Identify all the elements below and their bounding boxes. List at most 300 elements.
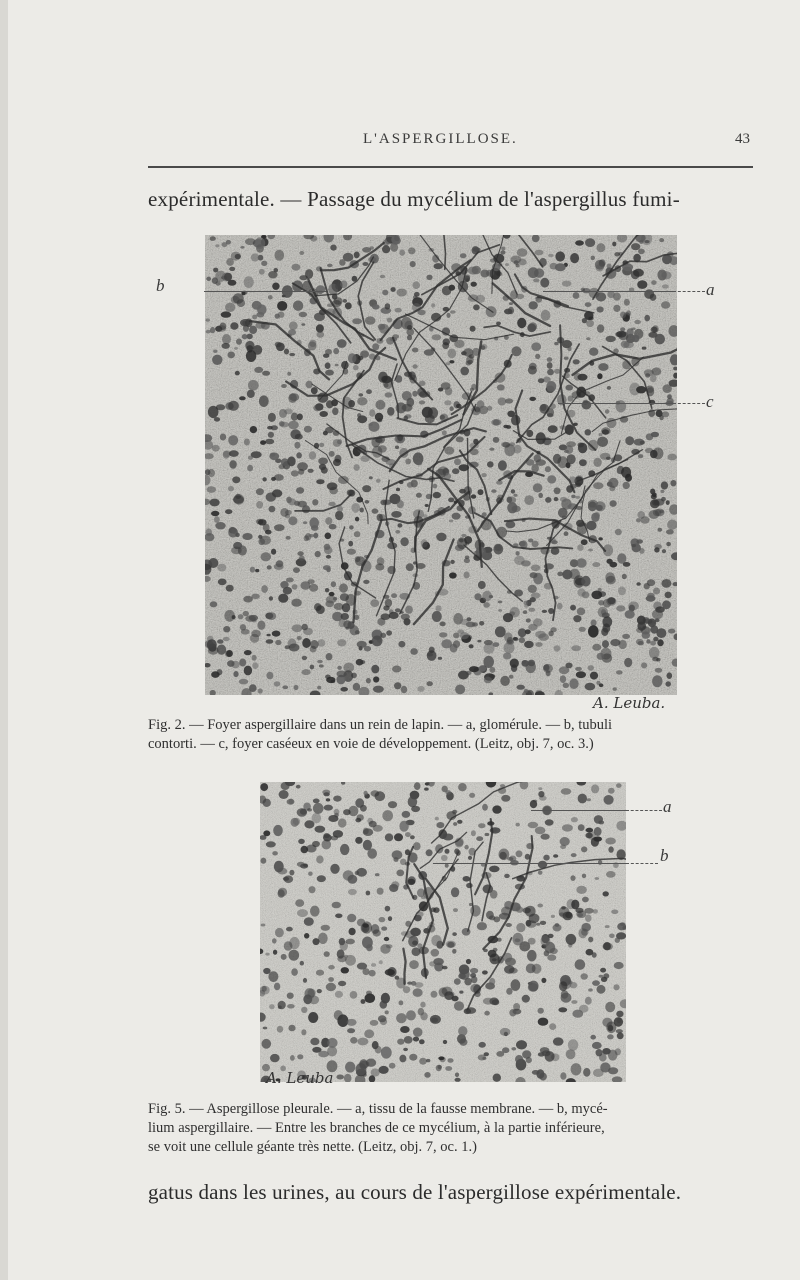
cell-nucleus-mark (369, 409, 375, 416)
cell-nucleus-mark (348, 400, 355, 408)
cell-nucleus-mark (438, 388, 443, 392)
cell-nucleus-mark (207, 486, 216, 493)
cell-nucleus-mark (555, 251, 565, 261)
cell-nucleus-mark (302, 638, 311, 648)
cell-nucleus-mark (505, 263, 509, 266)
cell-nucleus-mark (459, 969, 469, 980)
cell-nucleus-mark (259, 269, 265, 275)
cell-nucleus-mark (394, 682, 401, 689)
cell-nucleus-mark (623, 341, 634, 348)
cell-nucleus-mark (286, 578, 294, 583)
cell-nucleus-mark (469, 666, 479, 672)
cell-nucleus-mark (541, 978, 546, 983)
cell-nucleus-mark (354, 464, 360, 471)
cell-nucleus-mark (497, 272, 503, 276)
cell-nucleus-mark (516, 551, 520, 556)
cell-nucleus-mark (287, 372, 291, 376)
cell-nucleus-mark (396, 488, 400, 492)
cell-nucleus-mark (313, 405, 321, 412)
cell-nucleus-mark (651, 494, 657, 499)
cell-nucleus-mark (443, 1040, 447, 1044)
cell-nucleus-mark (212, 445, 220, 452)
cell-nucleus-mark (523, 610, 528, 614)
cell-nucleus-mark (479, 1042, 486, 1048)
cell-nucleus-mark (410, 648, 418, 655)
cell-nucleus-mark (362, 262, 368, 266)
cell-nucleus-mark (531, 565, 541, 572)
cell-nucleus-mark (354, 531, 361, 537)
cell-nucleus-mark (238, 614, 244, 619)
cell-nucleus-mark (350, 991, 358, 999)
cell-nucleus-mark (329, 524, 337, 530)
cell-nucleus-mark (399, 249, 405, 255)
cell-nucleus-mark (270, 1054, 280, 1062)
cell-nucleus-mark (469, 644, 474, 648)
cell-nucleus-mark (297, 1054, 303, 1059)
cell-nucleus-mark (281, 384, 287, 388)
cell-nucleus-mark (391, 881, 399, 888)
cell-nucleus-mark (445, 849, 450, 854)
cell-nucleus-mark (309, 886, 316, 893)
cell-nucleus-mark (624, 658, 632, 667)
cell-nucleus-mark (510, 659, 519, 668)
cell-nucleus-mark (339, 938, 345, 945)
cell-nucleus-mark (355, 837, 362, 844)
cell-nucleus-mark (536, 1069, 544, 1078)
cell-nucleus-mark (327, 1038, 337, 1048)
cell-nucleus-mark (391, 287, 396, 292)
cell-nucleus-mark (591, 591, 602, 600)
cell-nucleus-mark (249, 684, 257, 692)
cell-nucleus-mark (554, 487, 561, 494)
cell-nucleus-mark (493, 1074, 501, 1082)
cell-nucleus-mark (534, 268, 544, 278)
cell-nucleus-mark (327, 264, 333, 268)
cell-nucleus-mark (400, 537, 408, 546)
cell-nucleus-mark (224, 273, 232, 281)
cell-nucleus-mark (644, 240, 649, 243)
cell-nucleus-mark (271, 549, 276, 555)
figure-2-caption-line: lium aspergillaire. — Entre les branches de ce mycélium, à la partie inférieure, (148, 1120, 605, 1136)
cell-nucleus-mark (565, 912, 572, 918)
cell-nucleus-mark (636, 539, 643, 544)
cell-nucleus-mark (578, 374, 588, 381)
cell-nucleus-mark (581, 929, 588, 936)
cell-nucleus-mark (252, 662, 258, 669)
cell-nucleus-mark (345, 302, 352, 309)
cell-nucleus-mark (453, 908, 458, 912)
cell-nucleus-mark (571, 1063, 582, 1075)
cell-nucleus-mark (612, 242, 616, 247)
cell-nucleus-mark (216, 404, 225, 410)
cell-nucleus-mark (307, 808, 312, 811)
cell-nucleus-mark (205, 533, 214, 541)
cell-nucleus-mark (517, 685, 525, 690)
cell-nucleus-mark (489, 448, 494, 451)
cell-nucleus-mark (499, 852, 506, 860)
cell-nucleus-mark (543, 855, 549, 861)
cell-nucleus-mark (450, 560, 454, 564)
cell-nucleus-mark (214, 417, 220, 422)
cell-nucleus-mark (220, 434, 226, 441)
cell-nucleus-mark (528, 938, 536, 945)
cell-nucleus-mark (444, 991, 453, 1000)
cell-nucleus-mark (432, 611, 442, 622)
cell-nucleus-mark (589, 348, 598, 356)
cell-nucleus-mark (631, 328, 635, 331)
cell-nucleus-mark (605, 409, 609, 413)
cell-nucleus-mark (426, 275, 432, 280)
cell-nucleus-mark (265, 953, 269, 956)
cell-nucleus-mark (452, 468, 459, 474)
cell-nucleus-mark (538, 1052, 545, 1056)
cell-nucleus-mark (343, 663, 354, 673)
cell-nucleus-mark (324, 544, 331, 550)
cell-nucleus-mark (503, 653, 511, 660)
cell-nucleus-mark (507, 502, 517, 513)
cell-nucleus-mark (471, 830, 476, 836)
cell-nucleus-mark (547, 357, 553, 362)
cell-nucleus-mark (258, 519, 267, 525)
cell-nucleus-mark (268, 432, 274, 438)
cell-nucleus-mark (642, 347, 647, 350)
cell-nucleus-mark (524, 641, 534, 648)
cell-nucleus-mark (254, 367, 263, 373)
cell-nucleus-mark (289, 950, 300, 961)
cell-nucleus-mark (363, 580, 369, 584)
cell-nucleus-mark (477, 922, 487, 930)
cell-nucleus-mark (240, 624, 246, 630)
cell-nucleus-mark (340, 687, 348, 692)
cell-nucleus-mark (228, 280, 237, 286)
cell-nucleus-mark (442, 966, 448, 970)
cell-nucleus-mark (387, 407, 394, 416)
cell-nucleus-mark (579, 627, 586, 632)
cell-nucleus-mark (225, 509, 232, 514)
cell-nucleus-mark (261, 261, 267, 266)
cell-nucleus-mark (338, 818, 347, 827)
cell-nucleus-mark (476, 836, 483, 841)
cell-nucleus-mark (333, 830, 343, 838)
cell-nucleus-mark (217, 564, 226, 572)
cell-nucleus-mark (637, 622, 646, 631)
cell-nucleus-mark (548, 425, 558, 433)
cell-nucleus-mark (431, 935, 441, 946)
cell-nucleus-mark (533, 483, 543, 492)
cell-nucleus-mark (503, 425, 508, 429)
cell-nucleus-mark (493, 916, 500, 922)
cell-nucleus-mark (550, 948, 558, 954)
cell-nucleus-mark (540, 921, 546, 925)
cell-nucleus-mark (338, 476, 349, 484)
cell-nucleus-mark (616, 670, 623, 674)
cell-nucleus-mark (337, 339, 347, 348)
cell-nucleus-mark (507, 637, 513, 644)
cell-nucleus-mark (597, 437, 608, 447)
cell-nucleus-mark (210, 499, 220, 507)
cell-nucleus-mark (272, 489, 282, 497)
cell-nucleus-mark (363, 828, 373, 836)
cell-nucleus-mark (468, 267, 479, 275)
cell-nucleus-mark (561, 906, 566, 909)
cell-nucleus-mark (312, 841, 320, 847)
cell-nucleus-mark (245, 341, 254, 350)
cell-nucleus-mark (489, 978, 495, 985)
cell-nucleus-mark (395, 446, 399, 450)
cell-nucleus-mark (308, 1012, 318, 1023)
cell-nucleus-mark (329, 502, 336, 507)
cell-nucleus-mark (310, 665, 315, 670)
cell-nucleus-mark (511, 1047, 516, 1050)
cell-nucleus-mark (262, 1039, 272, 1049)
cell-nucleus-mark (357, 814, 364, 821)
cell-nucleus-mark (215, 522, 225, 529)
cell-nucleus-mark (243, 611, 249, 616)
cell-nucleus-mark (325, 600, 334, 607)
cell-nucleus-mark (381, 376, 391, 384)
cell-nucleus-mark (239, 396, 246, 400)
cell-nucleus-mark (551, 915, 555, 918)
cell-nucleus-mark (313, 799, 320, 804)
cell-nucleus-mark (373, 825, 383, 832)
cell-nucleus-mark (425, 504, 429, 507)
cell-nucleus-mark (498, 601, 503, 604)
cell-nucleus-mark (620, 312, 626, 319)
cell-nucleus-mark (304, 535, 309, 541)
cell-nucleus-mark (391, 511, 402, 518)
cell-nucleus-mark (303, 978, 307, 983)
cell-nucleus-mark (567, 346, 571, 351)
cell-nucleus-mark (362, 921, 372, 933)
cell-nucleus-mark (359, 393, 364, 396)
cell-nucleus-mark (597, 324, 604, 332)
cell-nucleus-mark (399, 1055, 406, 1063)
cell-nucleus-mark (395, 308, 402, 313)
cell-nucleus-mark (511, 979, 521, 991)
cell-nucleus-mark (310, 646, 317, 653)
cell-nucleus-mark (389, 1063, 396, 1069)
cell-nucleus-mark (557, 572, 563, 577)
cell-nucleus-mark (433, 484, 438, 489)
cell-nucleus-mark (258, 538, 265, 545)
cell-nucleus-mark (603, 599, 611, 608)
cell-nucleus-mark (451, 887, 459, 897)
cell-nucleus-mark (242, 334, 248, 339)
cell-nucleus-mark (226, 585, 234, 592)
cell-nucleus-mark (348, 541, 353, 547)
cell-nucleus-mark (666, 542, 671, 546)
cell-nucleus-mark (321, 925, 330, 931)
cell-nucleus-mark (575, 240, 584, 245)
cell-nucleus-mark (288, 516, 297, 525)
cell-nucleus-mark (427, 681, 433, 686)
cell-nucleus-mark (615, 529, 622, 535)
cell-nucleus-mark (522, 995, 530, 1003)
cell-nucleus-mark (517, 318, 526, 328)
cell-nucleus-mark (631, 243, 640, 250)
cell-nucleus-mark (225, 650, 231, 657)
cell-nucleus-mark (478, 823, 485, 828)
cell-nucleus-mark (410, 261, 416, 267)
cell-nucleus-mark (633, 269, 644, 277)
cell-nucleus-mark (570, 605, 575, 610)
cell-nucleus-mark (309, 451, 316, 459)
cell-nucleus-mark (330, 245, 336, 251)
cell-nucleus-mark (381, 993, 390, 1004)
cell-nucleus-mark (420, 1012, 427, 1020)
cell-nucleus-mark (280, 508, 288, 517)
cell-nucleus-mark (226, 240, 231, 245)
cell-nucleus-mark (484, 1011, 490, 1016)
cell-nucleus-mark (515, 1055, 523, 1063)
cell-nucleus-mark (456, 436, 464, 442)
cell-nucleus-mark (545, 819, 554, 825)
cell-nucleus-mark (500, 250, 505, 254)
cell-nucleus-mark (383, 605, 389, 610)
cell-nucleus-mark (442, 430, 447, 435)
cell-nucleus-mark (335, 914, 342, 919)
cell-nucleus-mark (527, 950, 537, 962)
cell-nucleus-mark (343, 870, 354, 880)
cell-nucleus-mark (444, 447, 454, 455)
cell-nucleus-mark (309, 584, 318, 592)
cell-nucleus-mark (513, 933, 524, 946)
cell-nucleus-mark (511, 489, 515, 493)
cell-nucleus-mark (509, 1009, 516, 1016)
cell-nucleus-mark (247, 390, 255, 398)
cell-nucleus-mark (530, 597, 536, 602)
cell-nucleus-mark (388, 801, 397, 808)
cell-nucleus-mark (533, 278, 539, 282)
figure-2-caption-line: Fig. 5. — Aspergillose pleurale. — a, tissu de la fausse membrane. — b, mycé- (148, 1101, 608, 1117)
cell-nucleus-mark (370, 1020, 379, 1026)
cell-nucleus-mark (304, 426, 312, 433)
cell-nucleus-mark (384, 937, 389, 941)
cell-nucleus-mark (548, 254, 554, 257)
cell-nucleus-mark (312, 499, 318, 505)
cell-nucleus-mark (413, 842, 421, 850)
cell-nucleus-mark (531, 342, 541, 351)
cell-nucleus-mark (407, 879, 415, 885)
cell-nucleus-mark (272, 631, 281, 637)
cell-nucleus-mark (459, 1038, 467, 1045)
cell-nucleus-mark (336, 671, 346, 678)
cell-nucleus-mark (573, 359, 580, 364)
cell-nucleus-mark (452, 513, 461, 520)
cell-nucleus-mark (240, 319, 250, 326)
cell-nucleus-mark (566, 934, 577, 945)
cell-nucleus-mark (592, 1042, 602, 1049)
cell-nucleus-mark (471, 494, 476, 498)
cell-nucleus-mark (289, 393, 299, 401)
cell-nucleus-mark (441, 855, 448, 861)
cell-nucleus-mark (397, 523, 402, 527)
cell-nucleus-mark (546, 670, 551, 676)
cell-nucleus-mark (328, 815, 338, 822)
cell-nucleus-mark (319, 443, 324, 447)
cell-nucleus-mark (560, 497, 567, 502)
cell-nucleus-mark (650, 499, 660, 508)
cell-nucleus-mark (288, 1025, 295, 1032)
cell-nucleus-mark (341, 967, 349, 973)
cell-nucleus-mark (232, 476, 240, 483)
cell-nucleus-mark (332, 408, 338, 416)
cell-nucleus-mark (509, 675, 514, 679)
cell-nucleus-mark (596, 264, 604, 271)
cell-nucleus-mark (337, 439, 342, 444)
cell-nucleus-mark (458, 671, 469, 680)
cell-nucleus-mark (381, 926, 387, 930)
cell-nucleus-mark (588, 625, 599, 637)
cell-nucleus-mark (380, 275, 385, 279)
cell-nucleus-mark (409, 1054, 417, 1061)
cell-nucleus-mark (326, 798, 330, 801)
cell-nucleus-mark (641, 662, 647, 668)
cell-nucleus-mark (541, 310, 551, 321)
cell-nucleus-mark (391, 593, 397, 598)
cell-nucleus-mark (267, 612, 276, 620)
cell-nucleus-mark (424, 788, 429, 791)
cell-nucleus-mark (577, 544, 583, 551)
cell-nucleus-mark (240, 246, 244, 249)
cell-nucleus-mark (287, 456, 295, 466)
cell-nucleus-mark (554, 342, 558, 345)
cell-nucleus-mark (308, 872, 313, 876)
figure-1-leader-c-ext (673, 403, 705, 404)
cell-nucleus-mark (399, 1000, 404, 1005)
cell-nucleus-mark (596, 292, 606, 301)
cell-nucleus-mark (610, 639, 620, 646)
cell-nucleus-mark (642, 631, 651, 638)
book-page (8, 0, 800, 1280)
cell-nucleus-mark (450, 644, 458, 653)
cell-nucleus-mark (536, 923, 540, 926)
cell-nucleus-mark (362, 937, 373, 949)
cell-nucleus-mark (450, 310, 456, 313)
cell-nucleus-mark (292, 584, 298, 590)
cell-nucleus-mark (262, 986, 267, 992)
cell-nucleus-mark (400, 859, 406, 865)
cell-nucleus-mark (369, 423, 373, 426)
cell-nucleus-mark (501, 795, 510, 802)
cell-nucleus-mark (560, 675, 566, 683)
cell-nucleus-mark (230, 322, 238, 330)
cell-nucleus-mark (381, 1047, 392, 1059)
cell-nucleus-mark (226, 258, 234, 266)
cell-nucleus-mark (343, 299, 347, 303)
cell-nucleus-mark (522, 1050, 531, 1058)
cell-nucleus-mark (235, 254, 241, 259)
cell-nucleus-mark (547, 362, 553, 369)
figure-1-leader-a (543, 291, 673, 292)
cell-nucleus-mark (319, 664, 324, 667)
cell-nucleus-mark (354, 252, 360, 259)
cell-nucleus-mark (503, 613, 513, 622)
cell-nucleus-mark (573, 292, 580, 299)
cell-nucleus-mark (412, 941, 418, 946)
cell-nucleus-mark (464, 572, 470, 579)
cell-nucleus-mark (482, 591, 492, 602)
cell-nucleus-mark (647, 579, 655, 586)
cell-nucleus-mark (448, 349, 457, 359)
cell-nucleus-mark (269, 506, 276, 513)
cell-nucleus-mark (544, 950, 550, 956)
cell-nucleus-mark (250, 426, 257, 433)
cell-nucleus-mark (655, 668, 663, 673)
cell-nucleus-mark (452, 810, 457, 814)
cell-nucleus-mark (288, 498, 296, 505)
cell-nucleus-mark (213, 350, 217, 353)
